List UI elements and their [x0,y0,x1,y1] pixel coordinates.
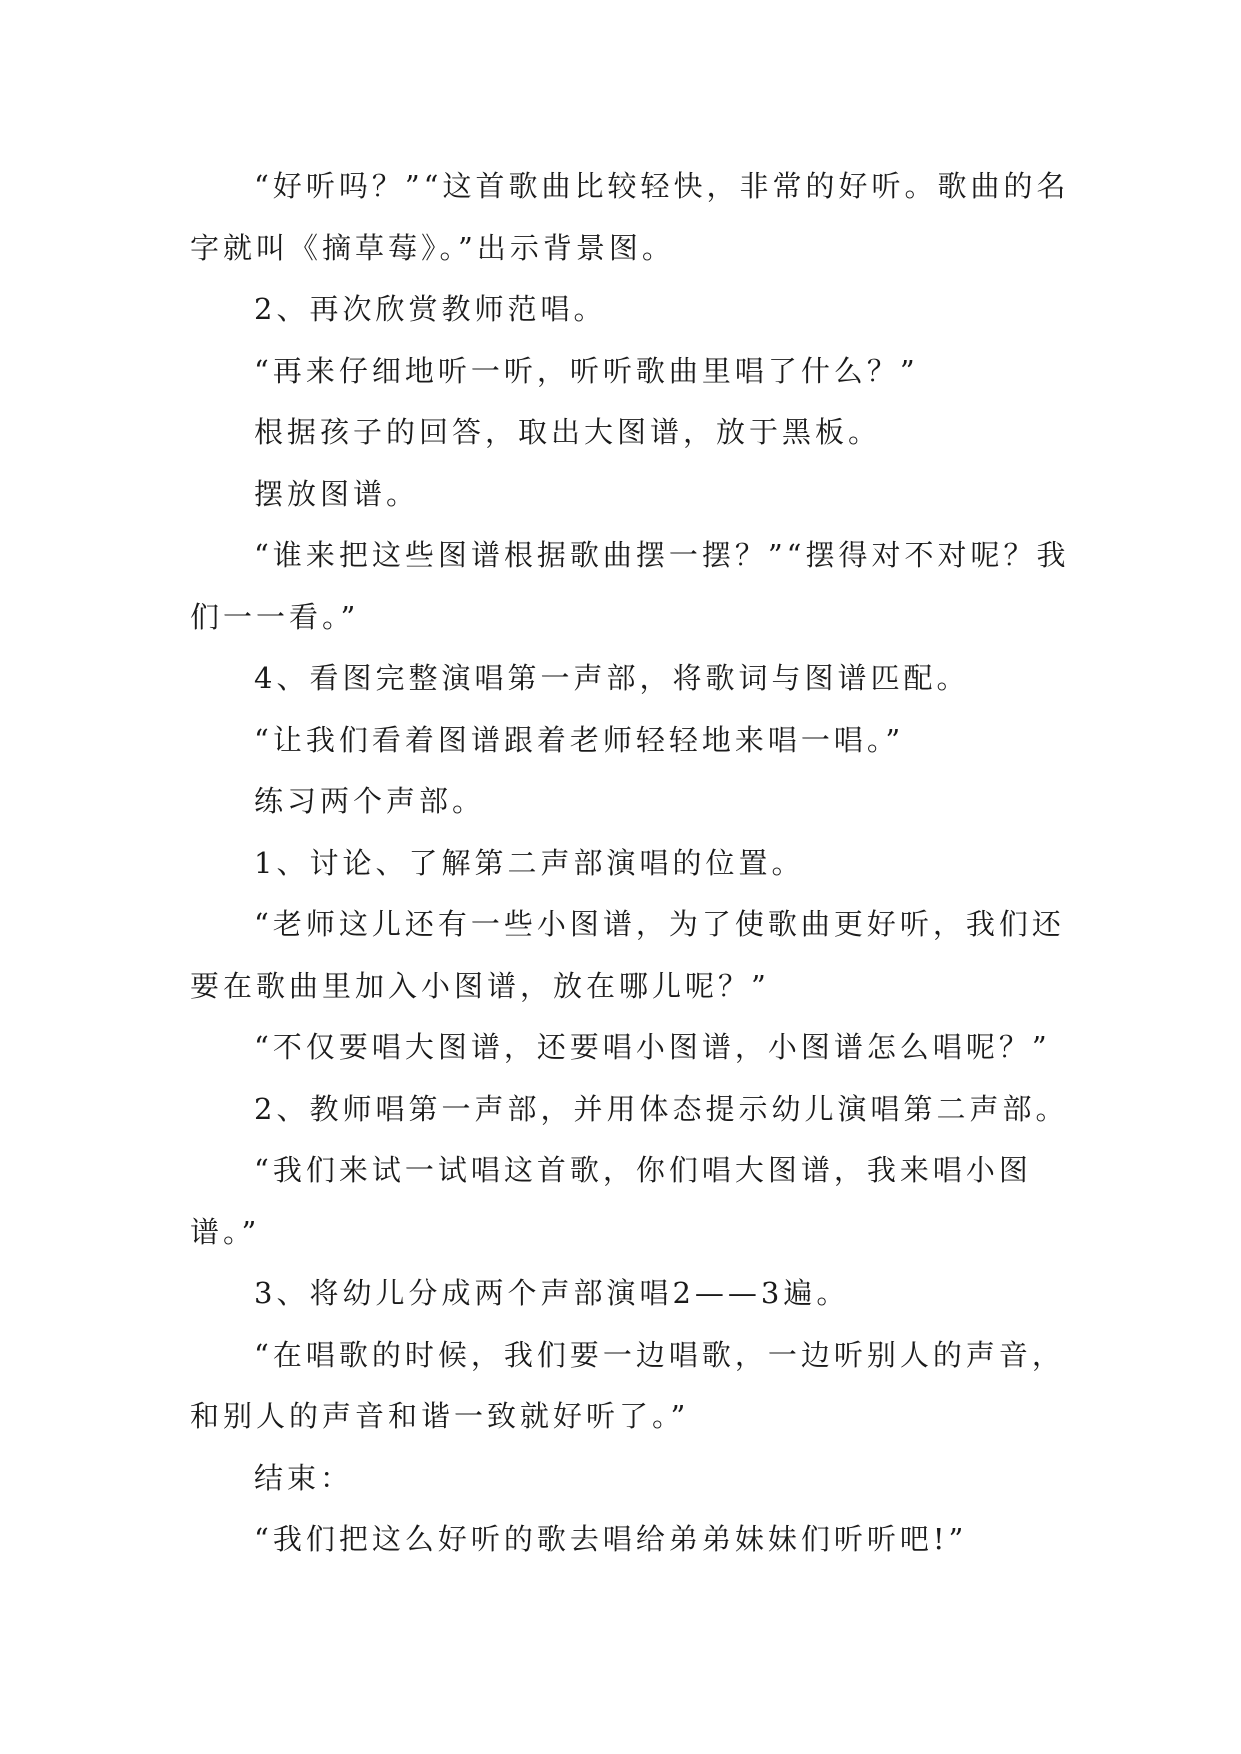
paragraph: “再来仔细地听一听，听听歌曲里唱了什么？” [254,353,919,388]
paragraph: 摆放图谱。 [254,476,420,511]
paragraph: 根据孩子的回答，取出大图谱，放于黑板。 [254,415,882,449]
paragraph: “好听吗？”“这首歌曲比较轻快，非常的好听。歌曲的名字就叫《摘草莓》。”出示背景图。 [190,169,1070,265]
paragraph: 2、再次欣赏教师范唱。 [254,292,607,326]
paragraph: 4、看图完整演唱第一声部，将歌词与图谱匹配。 [254,661,970,695]
paragraph: “老师这儿还有一些小图谱，为了使歌曲更好听，我们还要在歌曲里加入小图谱，放在哪儿呢？” [190,907,1065,1003]
paragraph: 3、将幼儿分成两个声部演唱2——3遍。 [254,1276,850,1310]
paragraph: 2、教师唱第一声部，并用体态提示幼儿演唱第二声部。 [254,1091,1069,1126]
paragraph: “让我们看着图谱跟着老师轻轻地来唱一唱。” [254,722,905,757]
document-body [190,156,1070,1571]
paragraph: “不仅要唱大图谱，还要唱小图谱，小图谱怎么唱呢？” [254,1030,1051,1064]
paragraph: “在唱歌的时候，我们要一边唱歌，一边听别人的声音，和别人的声音和谐一致就好听了。” [190,1337,1065,1433]
paragraph: “谁来把这些图谱根据歌曲摆一摆？”“摆得对不对呢？我们一一看。” [190,538,1070,634]
paragraph: 1、讨论、了解第二声部演唱的位置。 [254,845,805,880]
paragraph: 练习两个声部。 [254,784,486,818]
paragraph: 结束： [254,1460,354,1495]
paragraph: “我们来试一试唱这首歌，你们唱大图谱，我来唱小图谱。” [190,1153,1032,1249]
paragraph: “我们把这么好听的歌去唱给弟弟妹妹们听听吧!” [254,1522,968,1556]
